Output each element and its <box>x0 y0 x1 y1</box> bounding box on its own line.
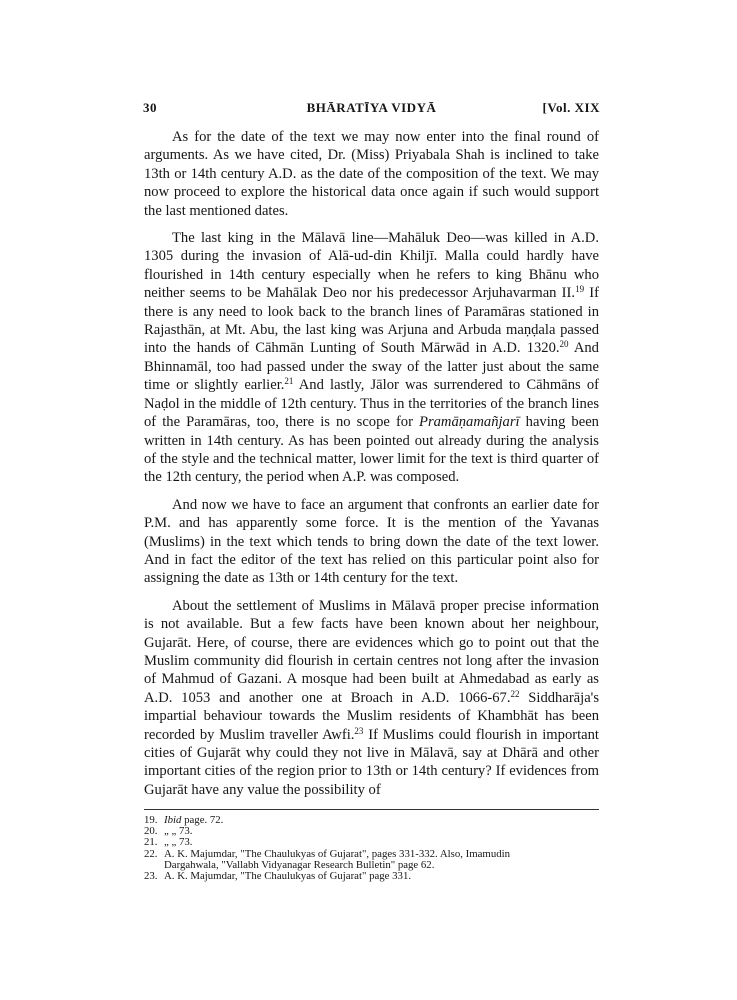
footnote-reference: 23 <box>354 725 364 736</box>
text-run: A. K. Majumdar, "The Chaulukyas of Gujarat", pages 331-332. Also, Imamudin <box>164 847 511 860</box>
footnote-number: 21. <box>144 836 158 849</box>
footnote-reference: 21 <box>284 376 294 387</box>
paragraph <box>144 128 599 220</box>
footnote-reference: 19 <box>575 284 585 295</box>
page-number: 30 <box>143 100 157 115</box>
footnote-number: 19. <box>144 814 158 826</box>
text-run: And Bhinnamāl, too had passed under the sway of the latter just about the same time or slightly earlier. <box>144 340 599 394</box>
text-run: And lastly, Jālor was surrendered to Cāhmāns of Naḍol in the middle of 12th century. Thus in the territories of the branch lines of the Paramāras, too, there is no scope for <box>144 377 599 431</box>
footnote-number: 23. <box>144 870 158 883</box>
text-run: having been written in 14th century. As has been pointed out already during the analysis of the style and the technical matter, lower limit for the text is third quarter of the 12th century, the period when A.P. was composed. <box>144 414 599 486</box>
running-header <box>143 100 600 120</box>
text-run: If Muslims could flourish in important cities of Gujarāt why could they not live in Mālavā, say at Dhārā and other important cities of the region prior to 13th or 14th century? If evidences from Gujarāt have any value the possibility of <box>144 726 599 798</box>
footnote-continuation: Dargahwala, "Vallabh Vidyanagar Research Bulletin" page 62. <box>164 858 435 871</box>
volume-label: [Vol. XIX <box>542 100 600 115</box>
footnote-reference: 22 <box>510 688 520 699</box>
footnote <box>144 826 599 837</box>
text-run: „ „ 73. <box>164 836 193 849</box>
footnote-text <box>164 825 192 837</box>
journal-title: BHĀRATĪYA VIDYĀ <box>306 100 437 115</box>
footnote-text <box>164 848 510 860</box>
paragraph <box>144 229 599 487</box>
footnote-text <box>164 814 223 826</box>
footnote-rule <box>144 809 599 810</box>
italic-text: Ibid <box>164 814 182 826</box>
text-run: page. 72. <box>181 814 224 826</box>
footnote-reference: 20 <box>559 339 569 350</box>
footnotes <box>144 815 599 882</box>
footnote-text <box>164 870 411 882</box>
text-run: About the settlement of Muslims in Mālavā proper precise information is not available. But a few facts have been known about her neighbour, Gujarāt. Here, of course, there are evidences which go to point out that the Muslim community did flourish in certain centres not long after the invasion of Mahmud of Gazani. A mosque had been built at Ahmedabad as early as A.D. 1053 and another one at Broach in A.D. 1066-67. <box>144 597 599 706</box>
footnote <box>144 815 599 826</box>
text-run: Siddharāja's impartial behaviour towards the Muslim residents of Khambhāt has been recorded by Muslim traveller Awfi. <box>144 689 599 743</box>
text-run: And now we have to face an argument that confronts an earlier date for P.M. and has apparently some force. It is the mention of the Yavanas (Muslims) in the text which tends to bring down the date of the text lower. And in fact the editor of the text has relied on this particular point also for assigning the date as 13th or 14th century for the text. <box>144 496 599 587</box>
body-text <box>144 128 599 799</box>
footnote-text <box>164 836 192 848</box>
paragraph <box>144 597 599 799</box>
text-run: If there is any need to look back to the branch lines of Paramāras stationed in Rajasthān, at Mt. Abu, the last king was Arjuna and Arbuda maṇḍala passed into the hands of Cāhmān Lunting of South Mārwād in A.D. 1320. <box>144 285 599 357</box>
text-run: A. K. Majumdar, "The Chaulukyas of Gujarat" page 331. <box>164 870 412 883</box>
text-run: As for the date of the text we may now enter into the final round of arguments. As we have cited, Dr. (Miss) Priyabala Shah is inclined to take 13th or 14th century A.D. as the date of the composition of the text. We may now proceed to explore the historical data once again if such would support the last mentioned dates. <box>144 129 599 219</box>
italic-text: Pramāṇamañjarī <box>419 414 520 431</box>
footnote-number: 22. <box>144 847 158 860</box>
paragraph <box>144 496 599 588</box>
footnote <box>144 849 599 871</box>
text-run: The last king in the Mālavā line—Mahāluk Deo—was killed in A.D. 1305 during the invasion of Alā-ud-din Khiljī. Malla could hardly have flourished in 14th century especially when he refers to king Bhānu who neither seems to be Mahālak Deo nor his predecessor Arjuhavarman II. <box>144 230 599 302</box>
text-run: „ „ 73. <box>164 825 193 838</box>
footnote <box>144 871 599 882</box>
footnote-number: 20. <box>144 825 158 838</box>
